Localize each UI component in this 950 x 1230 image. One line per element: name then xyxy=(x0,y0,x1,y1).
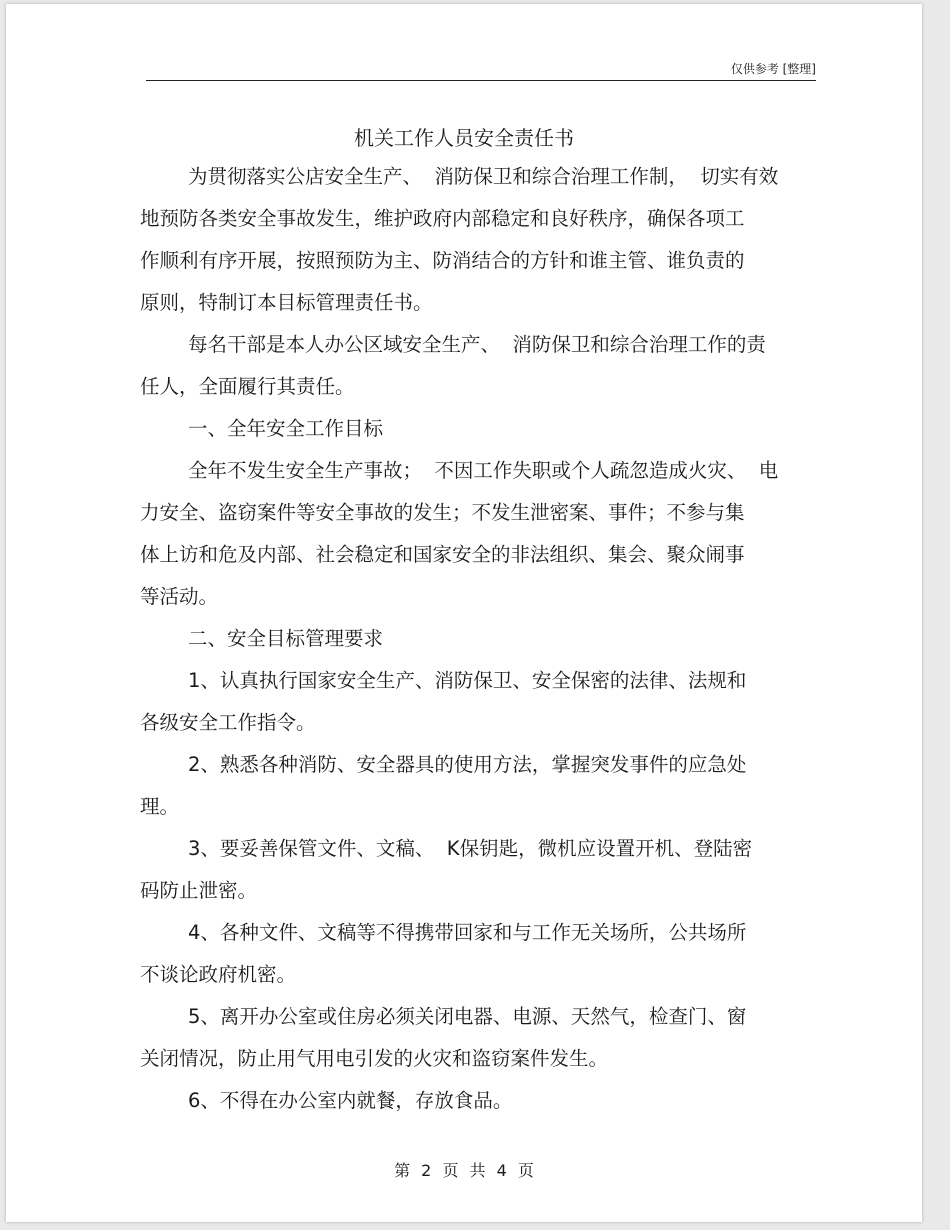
document-page xyxy=(6,4,922,1222)
body-line: 作顺利有序开展，按照预防为主、防消结合的方针和谁主管、谁负责的 xyxy=(140,249,745,272)
body-line: 各级安全工作指令。 xyxy=(140,711,316,734)
body-line: 理。 xyxy=(140,795,180,818)
list-item: 5、离开办公室或住房必须关闭电器、电源、天然气，检查门、窗 xyxy=(188,1005,747,1028)
body-line: 为贯彻落实公店安全生产、 消防保卫和综合治理工作制， 切实有效 xyxy=(188,165,779,188)
section-heading: 二、安全目标管理要求 xyxy=(188,627,384,650)
document-body xyxy=(140,156,830,1122)
header-rule xyxy=(146,80,816,81)
body-line: 每名干部是本人办公区域安全生产、 消防保卫和综合治理工作的责 xyxy=(188,333,766,356)
list-item: 1、认真执行国家安全生产、消防保卫、安全保密的法律、法规和 xyxy=(188,669,747,692)
body-line: 地预防各类安全事故发生，维护政府内部稳定和良好秩序，确保各项工 xyxy=(140,207,745,230)
body-line: 等活动。 xyxy=(140,585,219,608)
page-header: 仅供参考 [整理] xyxy=(730,62,816,76)
body-line: 全年不发生安全生产事故； 不因工作失职或个人疏忽造成火灾、 电 xyxy=(188,459,779,482)
body-line: 体上访和危及内部、社会稳定和国家安全的非法组织、集会、聚众闹事 xyxy=(140,543,745,566)
body-line: 码防止泄密。 xyxy=(140,879,258,902)
body-line: 力安全、盗窃案件等安全事故的发生；不发生泄密案、事件；不参与集 xyxy=(140,501,745,524)
body-line: 关闭情况，防止用气用电引发的火灾和盗窃案件发生。 xyxy=(140,1047,609,1070)
list-item: 2、熟悉各种消防、安全器具的使用方法，掌握突发事件的应急处 xyxy=(188,753,747,776)
body-line: 任人，全面履行其责任。 xyxy=(140,375,355,398)
page-footer: 第 2 页 共 4 页 xyxy=(394,1161,534,1180)
body-line: 原则，特制订本目标管理责任书。 xyxy=(140,291,433,314)
list-item: 3、要妥善保管文件、文稿、 K保钥匙，微机应设置开机、登陆密 xyxy=(188,837,753,860)
list-item: 6、不得在办公室内就餐，存放食品。 xyxy=(188,1089,513,1112)
document-title: 机关工作人员安全责任书 xyxy=(354,126,574,150)
list-item: 4、各种文件、文稿等不得携带回家和与工作无关场所，公共场所 xyxy=(188,921,747,944)
body-line: 不谈论政府机密。 xyxy=(140,963,297,986)
section-heading: 一、全年安全工作目标 xyxy=(188,417,384,440)
